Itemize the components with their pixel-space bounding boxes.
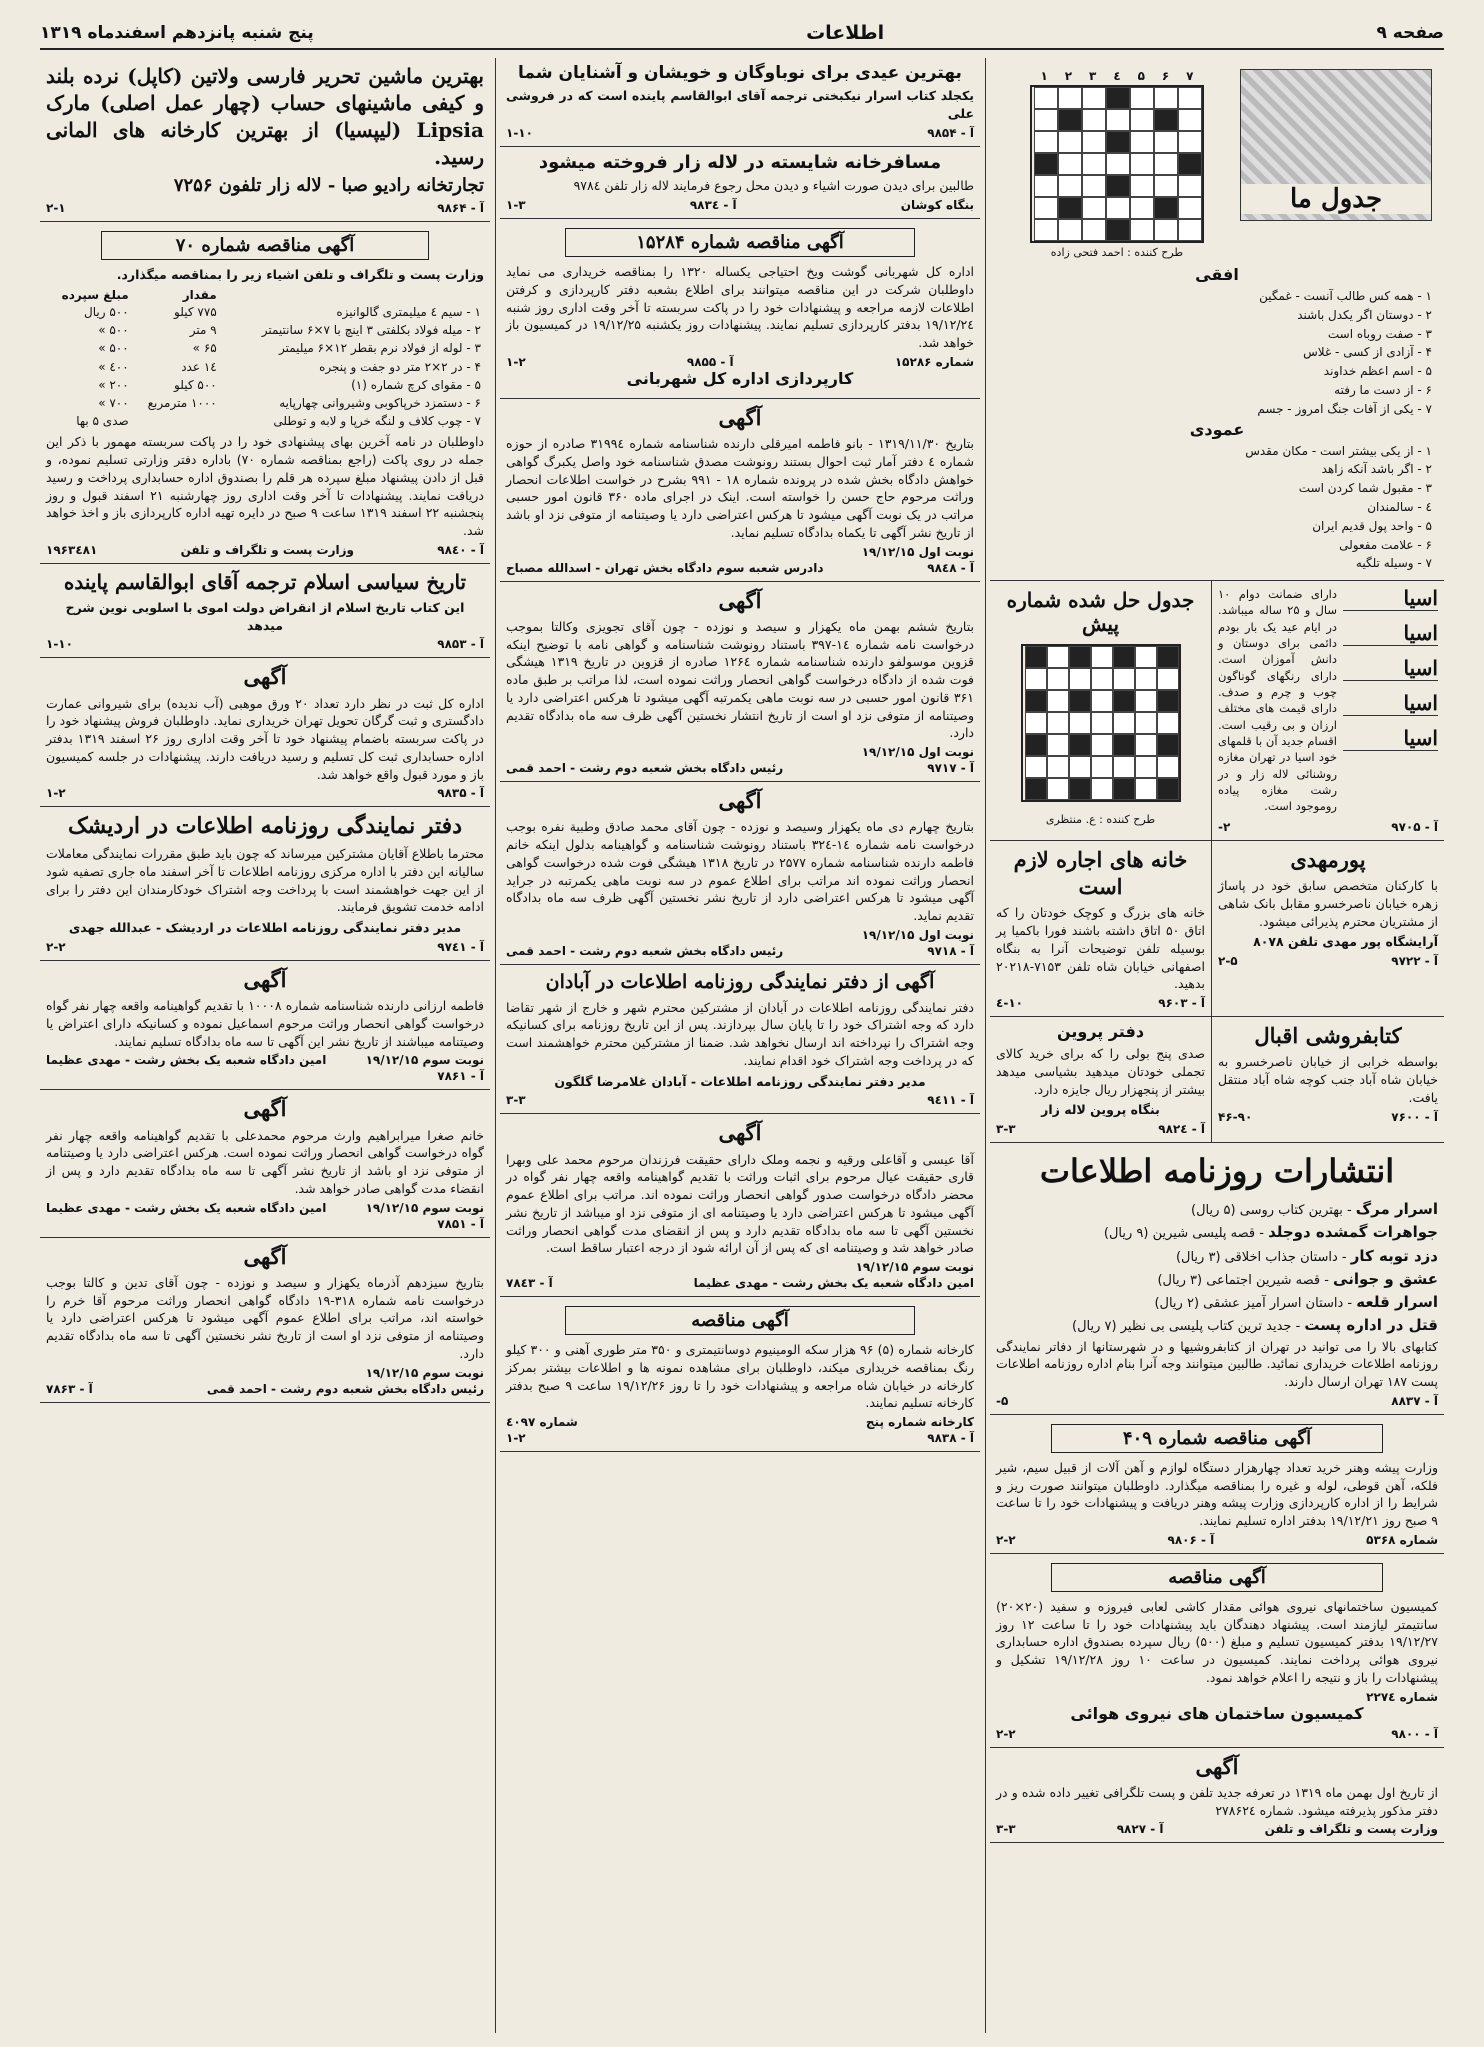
grid-cell: [1047, 646, 1069, 668]
grid-cell: [1082, 87, 1106, 109]
grid-cell: [1058, 87, 1082, 109]
solved-puzzle: [990, 581, 1211, 841]
grid-cell: [1025, 756, 1047, 778]
page-header: [40, 18, 1444, 50]
tender-airforce-title: آگهی مناقصه: [1051, 1563, 1382, 1592]
grid-cell: [1082, 197, 1106, 219]
grid-black-cell: [1069, 690, 1091, 712]
grid-cell: [1091, 668, 1113, 690]
grid-cell: [1091, 756, 1113, 778]
grid-cell: [1135, 690, 1157, 712]
table-row: ۳ - لوله از فولاد نرم بقطر ۱۲×۶ میلیمتر ۶۵ » ۵۰۰ »: [98, 341, 481, 356]
eqbal-bookstore-ad: کتابفروشی اقبال بواسطه خرابی از خیابان ناصرخسرو به خیابان شاه آباد جنب کوچه شاه آباد منتقل یافت. آ - ۷۶۰۰ ۴۶-۹۰: [1211, 1017, 1444, 1143]
grid-cell: [1130, 219, 1154, 241]
grid-cell: [1034, 109, 1058, 131]
grid-cell: [1135, 756, 1157, 778]
grid-cell: [1157, 712, 1179, 734]
grid-black-cell: [1106, 175, 1130, 197]
grid-cell: [1178, 175, 1202, 197]
grid-black-cell: [1106, 87, 1130, 109]
grid-cell: [1047, 756, 1069, 778]
grid-cell: [1154, 87, 1178, 109]
grid-cell: [1034, 175, 1058, 197]
notice-6: آگهی بتاریخ ششم بهمن ماه یکهزار و سیصد و نوزده - چون آقای تجویزی وکالتا بموجب درخواست نامه شماره ۱٤-۳۹۷ باستناد رونوشت شناسنامه و گواهی نامه با توضیح اینکه قزوین موسولفو دارنده شناسنامه شماره ۱۲۶٤ صادره از قزوین در تاریخ ۱۳۱۹ هیشگی فوت شده از دادگاه درخواست گواهی انحصار وراثت نموده است، لذا مراتب بر طبق ماده ۳۶۱ قانون امور حسبی در سه نوبت ماهی یکمرتبه آگهی میشود تا هرکس اعتراضی دارد یا وصیتنامه از متوفی نزد او است از تاریخ انتشار نخستین آگهی ظرف سه ماه بدادگاه تقدیم دارد. نوبت اول ۱۹/۱۲/۱۵ آ - ۹۷۱۷ رئیس دادگاه بخش شعبه دوم رشت - احمد قمی: [500, 582, 980, 783]
history-book-ad: تاریخ سیاسی اسلام ترجمه آقای ابوالقاسم پاینده این کتاب تاریخ اسلام از انقراض دولت اموی با اسلوبی نوین شرح میدهد آ - ۹۸۵۳ ۱-۱۰: [40, 564, 490, 659]
grid-cell: [1154, 153, 1178, 175]
column-left: [40, 58, 490, 1403]
grid-cell: [1135, 712, 1157, 734]
hotel-sale-ad: مسافرخانه شایسته در لاله زار فروخته میشود طالبین برای دیدن صورت اشیاء و دیدن محل رجوع فرمایند لاله زار تلفن ۹۷۸٤ بنگاه کوشان آ - ۹۸۳٤ ۱-۳: [500, 147, 980, 219]
grid-cell: [1178, 219, 1202, 241]
grid-cell: [1091, 646, 1113, 668]
grid-cell: [1047, 668, 1069, 690]
grid-cell: [1157, 756, 1179, 778]
book-item: اسرار قلعه - داستان اسرار آمیز عشقی (۲ ریال): [1154, 1293, 1438, 1312]
grid-cell: [1135, 778, 1157, 800]
solved-title: جدول حل شده شماره پیش: [1006, 588, 1195, 637]
grid-cell: [1091, 734, 1113, 756]
grid-cell: [1130, 131, 1154, 153]
eqbal-parvin-row: [990, 1017, 1444, 1143]
grid-cell: [1154, 219, 1178, 241]
column-rule-right: [985, 58, 986, 2033]
grid-cell: [1091, 712, 1113, 734]
grid-cell: [1130, 175, 1154, 197]
tender-15284-title: آگهی مناقصه شماره ۱۵۲۸۴: [565, 228, 915, 257]
puzzle-illustration: [1240, 69, 1432, 221]
grid-cell: [1025, 712, 1047, 734]
table-row: ۷ - چوب کلاف و لنگه خرپا و لابه و توطلی صدی ۵ بها: [76, 414, 481, 429]
grid-cell: [1034, 197, 1058, 219]
grid-cell: [1106, 153, 1130, 175]
solved-grid: [1021, 644, 1181, 802]
grid-cell: [1082, 109, 1106, 131]
ardeshir-office-notice: دفتر نمایندگی روزنامه اطلاعات در اردیشک محترما باطلاع آقایان مشترکین میرساند که چون باید طبق مقررات نمایندگی معاملات سالیانه این دفتر با اداره مرکزی روزنامه اطلاعات تا آخر اسفند ماه جاری تصفیه شود از این جهت خواهشمند است با پرداخت وجه اشتراک خودکارمندان این دفتر را برای ادامه خدمت تشویق فرمایند. مدیر دفتر نمایندگی روزنامه اطلاعات در اردیشک - عبدالله جهدی آ - ۹۷٤۱ ۲-۲: [40, 807, 490, 960]
table-row: ۱ - سیم ٤ میلیمتری گالوانیزه ۷۷۵ کیلو ۵۰۰ ریال: [84, 305, 481, 320]
grid-black-cell: [1157, 734, 1179, 756]
book-list: [996, 1198, 1438, 1338]
grid-black-cell: [1058, 197, 1082, 219]
notice-5: آگهی بتاریخ ۱۳۱۹/۱۱/۳۰ - بانو فاطمه امیرقلی دارنده شناسنامه شماره ۳۱۹۹٤ صادره از حوزه شماره ٤ دفتر آمار ثبت احوال بستند رونوشت مصدق شناسنامه خود واصل یکبرگ گواهی خواهش دادگاه بخش شده در پرونده شماره ۱۸ - ۹۹۱ بشرح در خواست اطلاعات انحصار وراثت مرحوم حاج حسن را خواسته است. اینک در اجرای ماده ۳۶۰ قانون امور حسبی مراتب در یک نوبت آگهی میشود تا هرکس اعتراضی دارد یا وصیتنامه از متوفی نزد او باشد از تاریخ نشر آگهی تا یکماه بدادگاه تسلیم نماید. نوبت اول ۱۹/۱۲/۱۵ آ - ۹۸٤۸ دادرس شعبه سوم دادگاه بخش تهران - اسدالله مصباح: [500, 399, 980, 582]
parvin-ad: دفتر پروین صدی پنج بولی را که برای خرید کالای تجملی خودتان میدهید بشیاسی میدهد بیشتر از پنجهزار ریال جایزه دارد. بنگاه پروین لاله زار آ - ۹۸۲٤ ۳-۳: [990, 1017, 1211, 1143]
publications-ad: انتشارات روزنامه اطلاعات اسرار مرگ - بهترین کتاب روسی (۵ ریال) جواهرات گمشده دوجلد - قصه پلیسی شیرین (۹ ریال) دزد توبه کار - داستان جذاب اخلاقی (۳ ریال) عشق و جوانی - قصه شیرین اجتماعی (۳ ریال) اسرار قلعه - داستان اسرار آمیز عشقی (۲ ریال) قتل در اداره پست - جدید ترین کتاب پلیسی بی نظیر (۷ ریال) کتابهای بالا را می توانید در تهران از کتابفروشیها و در شهرستانها از دفاتر نمایندگی روزنامه اطلاعات خریداری نمائید. طالبین میتوانند وجه آنرا بنام اداره روزنامه اطلاعات پست ۱۸۷ تهران ارسال دارند. آ - ۸۸۳۷ ۵-: [990, 1143, 1444, 1415]
grid-cell: [1047, 778, 1069, 800]
grid-cell: [1135, 668, 1157, 690]
grid-cell: [1113, 712, 1135, 734]
grid-cell: [1082, 131, 1106, 153]
grid-cell: [1130, 153, 1154, 175]
grid-black-cell: [1106, 131, 1130, 153]
book-gift-title: بهترین عیدی برای نوباوگان و خویشان و آشنایان شما: [518, 63, 962, 83]
grid-cell: [1047, 734, 1069, 756]
asia-and-solved-row: [990, 581, 1444, 841]
newspaper-name: اطلاعات: [806, 22, 885, 44]
grid-cell: [1082, 219, 1106, 241]
grid-cell: [1058, 153, 1082, 175]
grid-cell: [1058, 219, 1082, 241]
grid-cell: [1069, 712, 1091, 734]
grid-black-cell: [1058, 109, 1082, 131]
pouremadi-ad: پورمهدی با کارکنان متخصص سابق خود در پاساژ زهره خیابان ناصرخسرو مقابل بانک شاهی از مشتریان محترم پذیرائی میشود. آرایشگاه پور مهدی تلفن ۸۰۷۸ آ - ۹۷۲۲ ۲-۵: [1211, 841, 1444, 1017]
grid-black-cell: [1025, 734, 1047, 756]
grid-black-cell: [1069, 646, 1091, 668]
grid-black-cell: [1157, 778, 1179, 800]
notice-7: آگهی بتاریخ چهارم دی ماه یکهزار وسیصد و نوزده - چون آقای محمد صادق وطبیة نفره بوجب درخواست نامه شماره ۱٤-۳۲٤ باستناد رونوشت شناسنامه و گواهینامه بدلول اینکه خانم فاطمه دارنده شناسنامه شماره ۲۵۷۷ در تاریخ ۱۳۱۸ هیشگی فوت شده درخواست گواهی انحصار وراثت نموده اند مراتب برای اطلاع عموم در سه نوبت ماهی یکمرتبه در جراید آگهی میشود تا هرکس اعتراضی دارد از تاریخ نشر نخستین آگهی ظرف سه ماه بدادگاه تقدیم نماید. نوبت اول ۱۹/۱۲/۱۵ آ - ۹۷۱۸ رئیس دادگاه بخش شعبه دوم رشت - احمد قمی: [500, 782, 980, 965]
grid-cell: [1082, 175, 1106, 197]
grid-cell: [1069, 668, 1091, 690]
column-middle: [500, 58, 980, 1452]
hotel-sale-title: مسافرخانه شایسته در لاله زار فروخته میشود: [538, 151, 942, 173]
ardeshir-office-title: دفتر نمایندگی روزنامه اطلاعات در اردیشک: [67, 813, 462, 840]
book-gift-ad: بهترین عیدی برای نوباوگان و خویشان و آشنایان شما یکجلد کتاب اسرار نیکبختی ترجمه آقای ابوالقاسم پاینده است که در فروشی علی آ - ۹۸۵۴ ۱-۱۰: [500, 58, 980, 147]
book-item: دزد توبه کار - داستان جذاب اخلاقی (۳ ریال): [1175, 1246, 1438, 1265]
tender-airforce: آگهی مناقصه کمیسیون ساختمانهای نیروی هوائی مقدار کاشی لعابی فیروزه و سفید (۲۰×۲۰) سانتیمتر لیازمند است. پیشنهاد دهندگان باید پیشنهادات خود را تا ساعت ۱۲ روز ۱۹/۱۲/۲۷ بدفتر کمیسیون تسلیم و مبلغ (۵۰۰) ریال سپرده بصندوق اداره حسابداری نیروی هوائی پرداخت نمایند. کمیسیون در ساعت ۱۰ روز ۱۹/۱۲/۲۸ تشکیل و پیشنهادات را باز و نتیجه را اعلام خواهد نمود. شماره ۲۲۷٤ کمیسیون ساختمان های نیروی هوائی آ - ۹۸۰۰ ۲-۲: [990, 1554, 1444, 1748]
grid-black-cell: [1069, 778, 1091, 800]
grid-cell: [1154, 131, 1178, 153]
grid-black-cell: [1025, 778, 1047, 800]
grid-column-numbers: ۱ ۲ ۳ ٤ ۵ ۶ ۷: [1040, 69, 1194, 83]
eqbal-title: کتابفروشی اقبال: [1254, 1023, 1402, 1049]
grid-cell: [1178, 109, 1202, 131]
puzzle-designer: طرح کننده : احمد فتحی زاده: [1050, 246, 1184, 259]
grid-cell: [1091, 778, 1113, 800]
pouremadi-title: پورمهدی: [1290, 846, 1366, 872]
book-item: جواهرات گمشده دوجلد - قصه پلیسی شیرین (۹ ریال): [1103, 1223, 1438, 1242]
notice-3: آگهی خانم صغرا میرابراهیم وارث مرحوم محمدعلی با تقدیم گواهینامه واقعه چهار نفر گواه درخواست گواهی انحصار وراثت نموده است. هرکس اعتراضی دارد یا وصیتنامه از متوفی نزد او باشد از تاریخ نشر آگهی تا سه ماه بدادگاه تقدیم دارد و پس از انقضاء مدت گواهی صادر خواهد شد. نوبت سوم ۱۹/۱۲/۱۵ امین دادگاه شعبه یک بخش رشت - مهدی عظیما آ - ۷۸۵۱: [40, 1090, 490, 1237]
grid-cell: [1047, 712, 1069, 734]
table-row: ۲ - میله فولاد بکلفتی ۳ اینچ با ۷×۶ سانتیمتر ۹ متر ۵۰۰ »: [98, 323, 481, 338]
down-title: عمودی: [1189, 419, 1245, 439]
book-item: عشق و جوانی - قصه شیرین اجتماعی (۳ ریال): [1157, 1269, 1438, 1288]
grid-black-cell: [1154, 109, 1178, 131]
grid-black-cell: [1157, 646, 1179, 668]
grid-black-cell: [1113, 734, 1135, 756]
grid-cell: [1091, 690, 1113, 712]
tender-small: آگهی مناقصه کارخانه شماره (۵) ۹۶ هزار سکه الومینیوم دوسانتیمتری و ۳۵۰ متر طوری آهنی و ۳۰۰ کیلو رنگ بمناقصه خریداری میکند، داوطلبان برای مشاهده نمونه ها و اطلاعات بیشتر بمرکز کارخانه در خیابان شاه مراجعه و پیشنهادات خود را تا روز ۱۹/۱۲/۲۶ ساعت ۹ صبح بدفتر کارخانه تسلیم نمایند. کارخانه شماره پنج شماره ٤۰۹۷ آ - ۹۸۳۸ ۱-۲: [500, 1297, 980, 1452]
tender-70: آگهی مناقصه شماره ۷۰ وزارت پست و تلگراف و تلفن اشیاء زیر را بمناقصه میگذارد. مقدار مبلغ سپرده ۱ - سیم ٤ میلیمتری گالوانیزه ۷۷۵ کیلو ۵۰۰ ریال ۲ - میله فولاد بکلفتی ۳ اینچ با ۷×۶ سانتیمتر ۹ متر ۵۰۰ » ۳ - لوله از فولاد نرم بقطر ۱۲×۶ میلیمتر ۶۵ » ۵۰۰ » ۴ - در ۲×۲ متر دو جفت و پنجره ۱٤ عدد ٤۰۰ » ۵ - مقوای کرچ شماره (۱) ۵۰۰ کیلو ۲۰۰ » ۶ - دستمزد خرپاکوبی وشیروانی چهارپایه ۱۰۰۰ مترمربع ۷۰۰ » ۷ - چوب کلاف و لنگه خرپا و لابه و توطلی صدی ۵ بها داوطلبان در نامه آخرین بهای پیشنهادی خود را در پاکت سربسته مهمور با ذکر این جمله در روی پاکت (راجع بمناقصه شماره ۷۰) باداره دفتر وزارتی تسلیم نموده، و قبل از دادن پیشنهاد مبلغ سپرده هر قلم را بصندوق اداره حسابداری پرداخت و رسید دریافت نمایند. پیشنهادات تا آخر وقت اداری روز چهارشنبه ۲۱ اسفند قبول و روز پنجشنبه ۲۲ اسفند ۱۳۱۹ ساعت ۹ صبح در دایره تهیه اداره کارپردازی باز و اخذ خواهد شد. آ - ۹۸٤۰ وزارت پست و تلگراف و تلفن ۱۹۶۳٤۸۱: [40, 222, 490, 564]
grid-black-cell: [1157, 690, 1179, 712]
tender-409: آگهی مناقصه شماره ۴۰۹ وزارت پیشه وهنر خرید تعداد چهارهزار دستگاه لوازم و آهن آلات از قبیل سیم، شیر فلکه، آهن قوطی، لوله و غیره را بمناقصه میگذارد. داوطلبان میتوانند صورت ریز و شرایط را از اداره کارپردازی وزارت پیشه وهنر دریافت و پیشنهادات خود را تا ساعت ۹ صبح روز ۱۹/۱۲/۲۱ بدفتر اداره تسلیم نمایند. شماره ۵۳۶۸ آ - ۹۸۰۶ ۲-۲: [990, 1415, 1444, 1554]
book-item: اسرار مرگ - بهترین کتاب روسی (۵ ریال): [1191, 1200, 1438, 1219]
book-item: قتل در اداره پست - جدید ترین کتاب پلیسی بی نظیر (۷ ریال): [1072, 1316, 1438, 1335]
grid-cell: [1106, 109, 1130, 131]
grid-cell: [1178, 131, 1202, 153]
notice-1: آگهی اداره کل ثبت در نظر دارد تعداد ۲۰ ورق موهبی (آب ندیده) برای شیروانی عمارت دادگستری و ثبت گرگان تحویل تهران خریداری نماید. داوطلبان فروش پیشنهاد خود را در پاکت سربسته باضمام پیشنهاد خود تا آخر وقت اداری روز ۲۶ اسفند ۱۳۱۹ بدفتر اداره حسابداری ثبت کل تسلیم و رسید دریافت دارند. پیشنهادات در جلسه کمیسیون باز و مورد قبول واقع خواهد شد. آ - ۹۸۳۵ ۱-۲: [40, 658, 490, 807]
grid-cell: [1058, 175, 1082, 197]
rent-row: [990, 841, 1444, 1017]
asia-text: دارای ضمانت دوام ۱۰ سال و ۲۵ ساله میباشد. در ایام عید یک بار بودم دائمی برای دوستان و دانش آموزان است. دارای رنگهای گوناگون چوب و چرم و صدف. دارای قیمت های مختلف ارزان و بی رقیب است. اقسام جدید آن با قلمهای خود اسیا در تهران مغازه روشنائی لاله زار و در رشت مغازه پیاده روموجود است.: [1218, 587, 1337, 814]
grid-cell: [1106, 197, 1130, 219]
rent-title: خانه های اجاره لازم است: [1013, 846, 1188, 900]
crossword-puzzle: [990, 58, 1444, 581]
asia-logo-stack: اسیا اسیا اسیا اسیا اسیا: [1343, 586, 1438, 818]
grid-black-cell: [1034, 153, 1058, 175]
publications-title: انتشارات روزنامه اطلاعات: [1039, 1152, 1395, 1191]
grid-cell: [1034, 131, 1058, 153]
grid-black-cell: [1069, 734, 1091, 756]
grid-cell: [1113, 756, 1135, 778]
notice-8: آگهی آقا عیسی و آقاعلی ورقیه و نجمه وملک دارای حقیقت فرزندان مرحوم محمد علی وبهرا قاری حقیقت عیال مرحوم برای اثبات وراثت با تقدیم گواهینامه واقعه چهار نفر گواه در محضر دادگاه درخواست صدور گواهی انحصار وراثت نموده اند. مراتب برای اطلاع عموم آگهی میشود تا هرکس اعتراضی دارد یا وصیتنامه ای از متوفی نزد او میباشد از تاریخ نشر نخستین آگهی تا سه ماه بدادگاه تقدیم دارد و پس از انقضای مدت گواهی انحصار وراثت صادر خواهد شد و وصیتنامه ای که پس از آن ارائه شود از درجه اعتبار ساقط است. نوبت سوم ۱۹/۱۲/۱۵ امین دادگاه شعبه یک بخش رشت - مهدی عظیما آ - ۷۸٤۳: [500, 1114, 980, 1297]
grid-black-cell: [1113, 778, 1135, 800]
column-rule-left: [495, 58, 496, 2033]
grid-black-cell: [1113, 690, 1135, 712]
grid-cell: [1157, 668, 1179, 690]
grid-cell: [1025, 668, 1047, 690]
rent-ad: خانه های اجاره لازم است خانه های بزرگ و کوچک خودتان را که اتاق ۵۰ اتاق داشته باشند فورا باکمیا پر بوسیله تلفن توضیحات آنرا به بنگاه اصفهانی خیابان شاه تلفن ۷۱۵۳-۲۰۲۱۸ بدهید. آ - ۹۶۰۳ ۱۰-٤: [990, 841, 1211, 1017]
puzzle-clues: افقی ۱ - همه کس طالب آنست - غمگین ۲ - دوستان اگر یکدل باشند ۳ - صفت روباه است ۴ - آزادی از کسی - غلاس ۵ - اسم اعظم خداوند ۶ - از دست ما رفته ۷ - یکی از آفات جنگ امروز - جسم عمودی ۱ - از یکی بیشتر است - مکان مقدس ۲ - اگر باشد آنکه زاهد ۳ - مقبول شما کردن است ٤ - سالمندان ۵ - واحد پول قدیم ایران ۶ - علامت مفعولی ۷ - وسیله تلگیه: [996, 265, 1438, 572]
grid-cell: [1135, 646, 1157, 668]
across-title: افقی: [1195, 265, 1239, 284]
grid-cell: [1130, 109, 1154, 131]
table-row: ۶ - دستمزد خرپاکوبی وشیروانی چهارپایه ۱۰۰۰ مترمربع ۷۰۰ »: [98, 395, 481, 410]
grid-cell: [1178, 87, 1202, 109]
column-right: [990, 58, 1444, 1843]
tender-15284: آگهی مناقصه شماره ۱۵۲۸۴ اداره کل شهربانی گوشت ویخ احتیاجی یکساله ۱۳۲۰ را بمناقصه خریداری می نماید داوطلبان شرکت در این مناقصه میتوانند برای اطلاع بشعبه دفتر کارپردازی و کرفتن اطلاعات لازمه مراجعه و پیشنهادات خود را در پاکت سربسته تا آخر وقت اداری روز شنبه ۱۹/۱۲/۲٤ بدفتر کارپردازی تسلیم نمایند. پیشنهادات روز یکشنبه ۱۹/۱۲/۲۵ در کمیسیون باز خواهد شد. شماره ۱۵۲۸۶ آ - ۹۸۵۵ ۱-۲ کارپردازی اداره کل شهربانی: [500, 219, 980, 399]
notice-2: آگهی فاطمه ارزانی دارنده شناسنامه شماره ۱۰۰۰۸ با تقدیم گواهینامه واقعه چهار نفر گواه درخواست گواهی انحصار وراثت مرحوم اسماعیل نموده و کسانیکه دارای اعتراض یا وصیتنامه میباشند از تاریخ نشر این آگهی تا سه ماه بدادگاه تسلیم نمایند. نوبت سوم ۱۹/۱۲/۱۵ امین دادگاه شعبه یک بخش رشت - مهدی عظیما آ - ۷۸۶۱: [40, 961, 490, 1091]
grid-black-cell: [1154, 197, 1178, 219]
notice-4: آگهی بتاریخ سیزدهم آذرماه یکهزار و سیصد و نوزده - چون آقای تدین و کالتا بوجب درخواست نامه شماره ۳۱۸-۱۹ دادگاه گواهی انحصار وراثت مرحوم آقا خرم را خواسته اند، مراتب برای اطلاع عموم آگهی میشود تا هرکس اعتراضی دارد یا وصیتنامه از متوفی نزد او است از تاریخ نشر نخستین آگهی تا سه ماه بدادگاه تقدیم دارد. نوبت سوم ۱۹/۱۲/۱۵ رئیس دادگاه بخش شعبه دوم رشت - احمد قمی آ - ۷۸۶۳: [40, 1238, 490, 1403]
history-book-title: تاریخ سیاسی اسلام ترجمه آقای ابوالقاسم پاینده: [63, 569, 467, 594]
parvin-title: دفتر پروین: [1056, 1022, 1145, 1042]
grid-cell: [1130, 87, 1154, 109]
grid-cell: [1047, 690, 1069, 712]
grid-cell: [1154, 175, 1178, 197]
grid-cell: [1135, 734, 1157, 756]
tender-70-title: آگهی مناقصه شماره ۷۰: [101, 231, 430, 260]
grid-cell: [1178, 197, 1202, 219]
grid-black-cell: [1106, 219, 1130, 241]
tender-409-title: آگهی مناقصه شماره ۴۰۹: [1051, 1424, 1382, 1453]
table-row: ۴ - در ۲×۲ متر دو جفت و پنجره ۱٤ عدد ٤۰۰ »: [98, 359, 481, 374]
grid-black-cell: [1025, 690, 1047, 712]
table-row: ۵ - مقوای کرچ شماره (۱) ۵۰۰ کیلو ۲۰۰ »: [98, 377, 481, 392]
puzzle-title: جدول ما: [1241, 184, 1431, 214]
typewriter-ad: بهترین ماشین تحریر فارسی ولاتین (کاپل) نرده بلند و کیفی ماشینهای حساب (چهار عمل اصلی) مارک Lipsia (لیپسیا) از بهترین کارخانه های المانی رسید. تجارتخانه رادیو صبا - لاله زار تلفون ۷۲۵۶ آ - ۹۸۶۴ ۲-۱: [40, 58, 490, 222]
grid-cell: [1034, 219, 1058, 241]
issue-date: پنج شنبه پانزدهم اسفندماه ۱۳۱۹: [40, 23, 314, 43]
crossword-grid: [1030, 85, 1204, 243]
grid-cell: [1069, 756, 1091, 778]
grid-cell: [1034, 87, 1058, 109]
tender-70-items: مقدار مبلغ سپرده ۱ - سیم ٤ میلیمتری گالوانیزه ۷۷۵ کیلو ۵۰۰ ریال ۲ - میله فولاد بکلفتی ۳ اینچ با ۷×۶ سانتیمتر ۹ متر ۵۰۰ » ۳ - لوله از فولاد نرم بقطر ۱۲×۶ میلیمتر ۶۵ » ۵۰۰ » ۴ - در ۲×۲ متر دو جفت و پنجره ۱٤ عدد ٤۰۰ » ۵ - مقوای کرچ شماره (۱) ۵۰۰ کیلو ۲۰۰ » ۶ - دستمزد خرپاکوبی وشیروانی چهارپایه ۱۰۰۰ مترمربع ۷۰۰ » ۷ - چوب کلاف و لنگه خرپا و لابه و توطلی صدی ۵ بها: [46, 287, 484, 430]
solved-designer: طرح کننده : ع. منتظری: [1045, 813, 1156, 827]
notice-9: آگهی از تاریخ اول بهمن ماه ۱۳۱۹ در تعرفه جدید تلفن و پست تلگرافی تغییر داده شده و در دفتر مذکور پذیرفته میشود. شماره ۲۷۸۶۲٤ وزارت پست و تلگراف و تلفن آ - ۹۸۲۷ ۳-۳: [990, 1748, 1444, 1844]
abadan-office-title: آگهی از دفتر نمایندگی روزنامه اطلاعات در آبادان: [545, 970, 935, 993]
grid-black-cell: [1113, 646, 1135, 668]
grid-black-cell: [1178, 153, 1202, 175]
puzzle-grid-area: [1002, 69, 1232, 259]
grid-cell: [1130, 197, 1154, 219]
grid-cell: [1113, 668, 1135, 690]
abadan-office-notice: آگهی از دفتر نمایندگی روزنامه اطلاعات در آبادان دفتر نمایندگی روزنامه اطلاعات در آبادان از مشترکین محترم شهر و خارج از شهر تقاضا دارد که وجه اشتراک خود را تا پایان سال بپردازند. پس از این تاریخ روزنامه برای کسانیکه وجه اشتراک را نپرداخته اند ارسال نخواهد شد. ضمنا از مشترکین محترم خواهشمند است که در پرداخت وجه اشتراک خود اقدام نمایند. مدیر دفتر نمایندگی روزنامه اطلاعات - آبادان غلامرضا گلگون آ - ۹٤۱۱ ۳-۳: [500, 965, 980, 1114]
page-number: صفحه ۹: [1376, 23, 1444, 43]
grid-cell: [1082, 153, 1106, 175]
grid-black-cell: [1025, 646, 1047, 668]
grid-cell: [1058, 131, 1082, 153]
asia-pen-ad: اسیا اسیا اسیا اسیا اسیا دارای ضمانت دوام ۱۰ سال و ۲۵ ساله میباشد. در ایام عید یک بار بودم دائمی برای دوستان و دانش آموزان است. دارای رنگهای گوناگون چوب و چرم و صدف. دارای قیمت های مختلف ارزان و بی رقیب است. اقسام جدید آن با قلمهای خود اسیا در تهران مغازه روشنائی لاله زار و در رشت مغازه پیاده روموجود است. آ - ۹۷۰۵ ۲-: [1211, 581, 1444, 841]
